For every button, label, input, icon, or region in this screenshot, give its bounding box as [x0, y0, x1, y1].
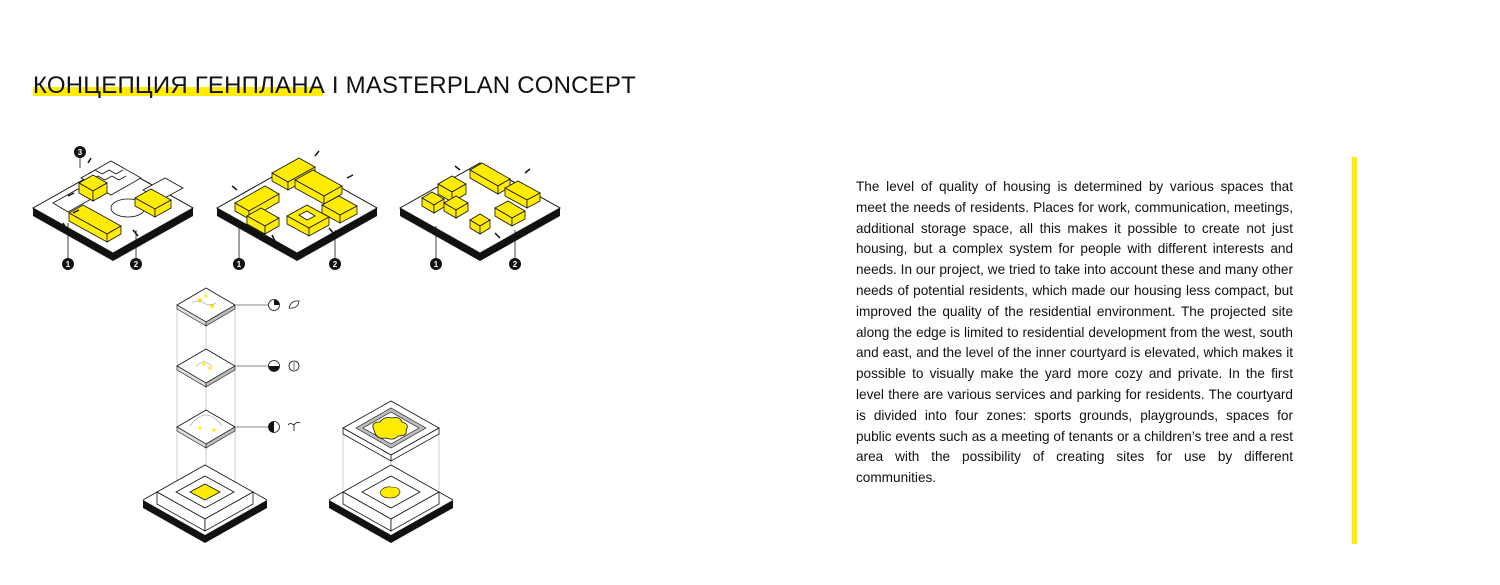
marker-2	[509, 258, 521, 270]
layer-top	[177, 288, 235, 326]
svg-text:1: 1	[433, 260, 439, 269]
marker-2	[329, 258, 341, 270]
tree-icon	[289, 361, 299, 371]
base-building-2	[329, 465, 453, 543]
svg-text:2: 2	[133, 260, 139, 269]
accent-bar	[1352, 157, 1357, 544]
concept-description: The level of quality of housing is determined by various spaces that meet the needs of residents. Places for work, communication, meetings, additional storage space, all this makes it possible to create not just housing, but a complex system for people with different interests and needs. In our project, we tried to take into account these and many other needs of potential residents, which made our housing less compact, but improved the quality of the residential environment. The projected site along the edge is limited to residential development from the west, south and east, and the level of the inner courtyard is elevated, which makes it possible to visually make the yard more cozy and private. In the first level there are various services and parking for residents. The courtyard is divided into four zones: sports grounds, playgrounds, spaces for public events such as a meeting of tenants or a children’s tree and a rest area with the possibility of creating sites for use by different communities.	[856, 179, 1293, 486]
layer-icons	[236, 300, 300, 433]
concept-diagram-1	[33, 146, 193, 270]
svg-text:2: 2	[332, 260, 338, 269]
marker-3	[74, 146, 86, 158]
diagram-canvas	[0, 0, 700, 585]
svg-text:1: 1	[65, 260, 71, 269]
leaf-icon	[289, 301, 299, 308]
concept-diagram-2	[217, 151, 377, 270]
svg-text:2: 2	[512, 260, 518, 269]
masterplan-diagrams	[0, 0, 700, 585]
layer-middle	[177, 349, 235, 387]
title-russian: КОНЦЕПЦИЯ ГЕНПЛАНА	[33, 72, 326, 99]
marker-2	[130, 258, 142, 270]
layer-lower	[177, 410, 235, 448]
title-separator: I	[325, 72, 346, 99]
svg-text:1: 1	[236, 260, 242, 269]
raised-courtyard-layer	[343, 401, 439, 461]
title-english: MASTERPLAN CONCEPT	[345, 72, 636, 99]
concept-diagram-3	[400, 163, 560, 270]
sprout-icon	[288, 422, 300, 431]
quarter-pie-icon	[269, 422, 280, 433]
exploded-layers-diagram	[143, 288, 300, 543]
pie-chart-icon	[269, 300, 280, 311]
base-building-1	[143, 465, 267, 543]
svg-text:3: 3	[77, 148, 83, 157]
marker-1	[430, 258, 442, 270]
marker-1	[62, 258, 74, 270]
courtyard-diagram	[329, 401, 453, 543]
half-circle-icon	[269, 361, 280, 372]
marker-1	[233, 258, 245, 270]
